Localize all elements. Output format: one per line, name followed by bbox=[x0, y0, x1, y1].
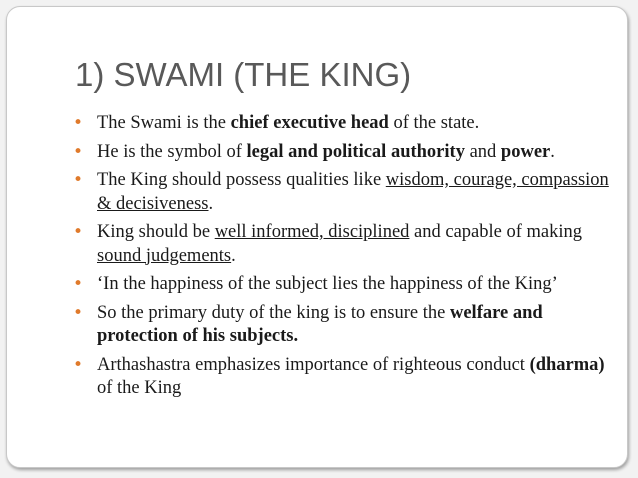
bullet-dot-icon: • bbox=[73, 222, 84, 242]
bullet-dot-icon: • bbox=[73, 113, 84, 133]
bullet-text: and capable of making bbox=[409, 222, 583, 242]
bold-text: (dharma) bbox=[529, 354, 605, 375]
bullet-text: and bbox=[464, 141, 501, 162]
bullet-text: . bbox=[550, 141, 555, 162]
bullet-item bbox=[71, 141, 621, 165]
bullet-text: . bbox=[231, 245, 236, 266]
underlined-text: well informed, disciplined bbox=[214, 222, 410, 242]
bullet-dot-icon: • bbox=[73, 170, 84, 190]
bold-text: chief executive head bbox=[230, 113, 389, 133]
bullet-item bbox=[71, 112, 621, 136]
bullet-text: of the state. bbox=[388, 113, 480, 133]
bullet-text: So the primary duty of the king is to ensure the bbox=[97, 302, 450, 323]
bullet-text: ‘In the happiness of the subject lies the happiness of the King’ bbox=[97, 274, 558, 294]
bold-text: welfare and protection of his subjects. bbox=[97, 302, 543, 346]
bullet-text: of the King bbox=[97, 378, 182, 398]
bullet-text: He is the symbol of bbox=[97, 141, 247, 162]
slide bbox=[6, 6, 628, 468]
bold-text: power bbox=[500, 141, 551, 162]
underlined-text: wisdom, courage, compassion & decisiveness bbox=[97, 170, 609, 214]
bullet-item bbox=[71, 169, 621, 216]
bullet-dot-icon: • bbox=[73, 354, 84, 375]
bullet-text: The King should possess qualities like bbox=[97, 170, 386, 190]
bullet-text: Arthashastra emphasizes importance of righteous conduct bbox=[97, 354, 530, 375]
bold-text: legal and political authority bbox=[246, 141, 465, 162]
bullet-item bbox=[71, 221, 621, 268]
bullet-item bbox=[71, 354, 621, 401]
bullet-text: . bbox=[208, 193, 214, 214]
bullet-text: The Swami is the bbox=[97, 113, 231, 133]
bullet-list bbox=[71, 112, 621, 406]
bullet-dot-icon: • bbox=[73, 274, 84, 294]
bullet-dot-icon: • bbox=[73, 141, 84, 162]
underlined-text: sound judgements bbox=[97, 245, 232, 266]
slide-title: 1) SWAMI (THE KING) bbox=[75, 56, 412, 93]
bullet-dot-icon: • bbox=[73, 302, 84, 323]
bullet-item bbox=[71, 302, 621, 349]
bullet-item bbox=[71, 273, 621, 297]
bullet-text: King should be bbox=[97, 222, 215, 242]
